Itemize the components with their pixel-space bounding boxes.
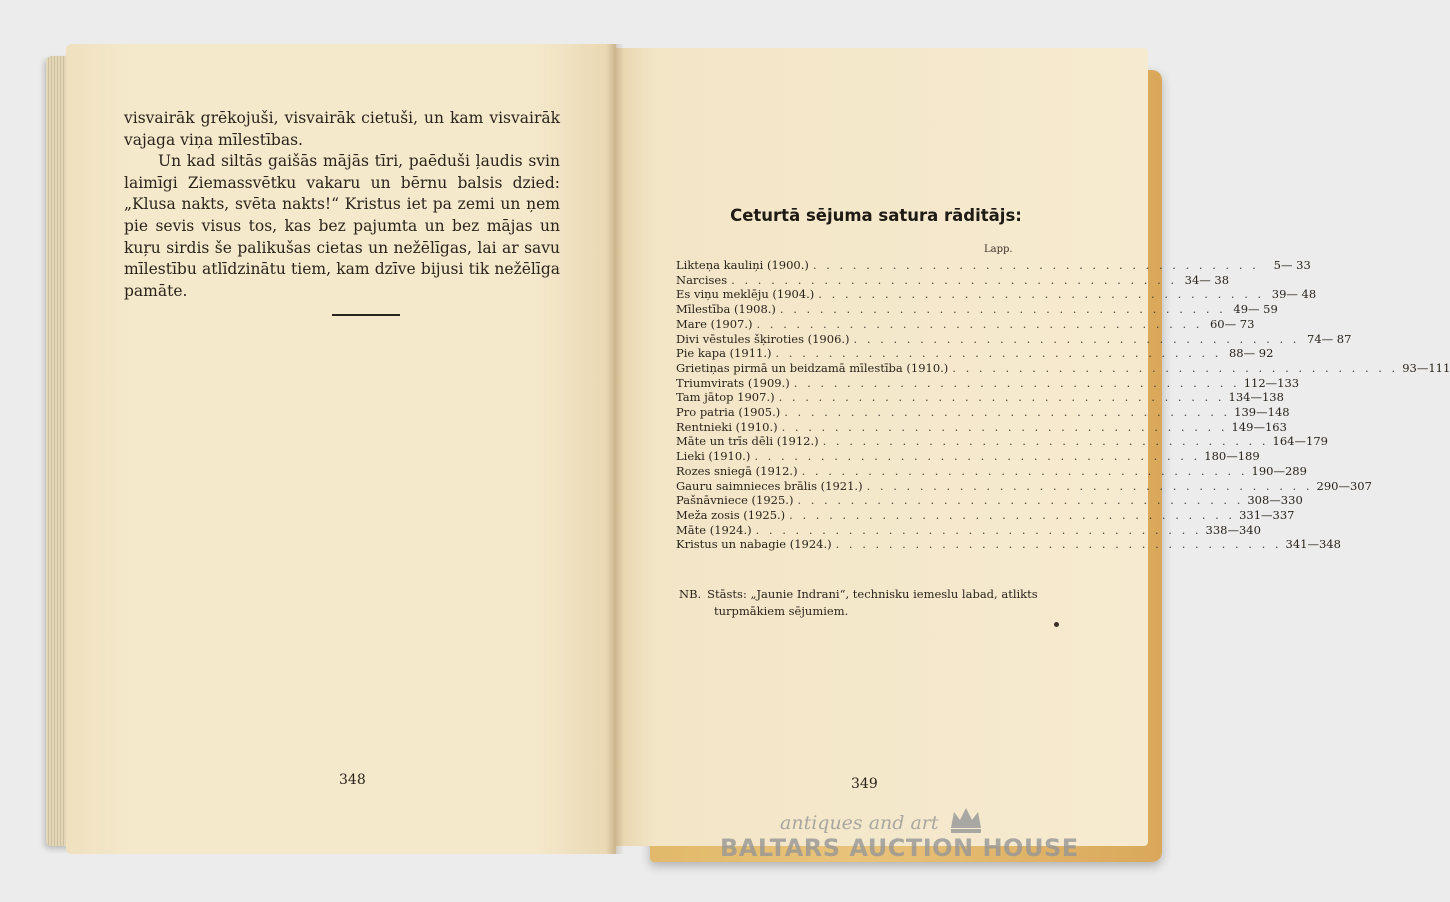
crown-icon (948, 804, 984, 834)
toc-entry-title: Triumvirats (1909.) (676, 375, 790, 390)
watermark-brand: BALTARS AUCTION HOUSE (720, 834, 1079, 862)
toc-leader-dots: . . . . . . . . . . . . . . . . . . . . . . . . . . . . . . . . . . (775, 346, 1222, 361)
toc-leader-dots: . . . . . . . . . . . . . . . . . . . . . . . . . . . . . . . . . . (731, 272, 1178, 287)
note-label: NB. (679, 587, 702, 601)
toc-leader-dots: . . . . . . . . . . . . . . . . . . . . . . . . . . . . . . . . . . (754, 449, 1201, 464)
toc-entry-title: Pro patria (1905.) (676, 405, 781, 420)
toc-entry-title: Mīlestība (1908.) (676, 302, 776, 317)
toc-entry-pages: 74— 87 (1307, 331, 1352, 346)
toc-entry-pages: 290—307 (1316, 478, 1372, 493)
toc-entry-title: Kristus un nabagie (1924.) (676, 537, 832, 552)
footnote (679, 586, 1039, 620)
paragraph: Un kad siltās gaišās mājās tīri, paēduši ļaudis svin laimīgi Ziemassvētku vakaru un bērnu balsis dzied: „Klusa nakts, svēta nakts!“ Kristus iet pa zemi un ņem pie sevis visus tos, kas bez pajumta un bez mājas un kuŗu sirdis še palikušas cietas un nežēlīgas, lai ar savu mīlestību atlīdzinātu tiem, kam dzīve bijusi tik nežēlīga pamāte. (124, 152, 560, 300)
book-gutter (606, 44, 624, 854)
toc-row (676, 316, 1255, 332)
toc-entry-title: Mare (1907.) (676, 316, 753, 331)
toc-entry-title: Divi vēstules šķiroties (1906.) (676, 331, 850, 346)
table-of-contents (676, 258, 1450, 552)
toc-entry-pages: 149—163 (1231, 419, 1287, 434)
toc-entry-title: Grietiņas pirmā un beidzamā mīlestība (1910.) (676, 360, 949, 375)
toc-leader-dots: . . . . . . . . . . . . . . . . . . . . . . . . . . . . . . . . . . (866, 478, 1313, 493)
toc-entry-title: Likteņa kauliņi (1900.) (676, 258, 809, 272)
toc-entry-pages: 341—348 (1285, 537, 1341, 552)
toc-entry-pages: 331—337 (1239, 507, 1295, 522)
toc-row (676, 478, 1372, 494)
toc-row (676, 258, 1311, 273)
toc-entry-title: Tam jātop 1907.) (676, 390, 775, 405)
toc-entry-pages: 180—189 (1204, 449, 1260, 464)
toc-leader-dots: . . . . . . . . . . . . . . . . . . . . . . . . . . . . . . . . . . (756, 316, 1203, 331)
toc-leader-dots: . . . . . . . . . . . . . . . . . . . . . . . . . . . . . . . . . . (778, 390, 1225, 405)
toc-entry-pages: 338—340 (1205, 522, 1261, 537)
toc-row (676, 434, 1328, 449)
toc-entry-pages: 164—179 (1272, 434, 1328, 449)
toc-leader-dots: . . . . . . . . . . . . . . . . . . . . . . . . . . . . . . . . . . (784, 405, 1231, 420)
toc-entry-pages: 190—289 (1251, 463, 1307, 478)
toc-leader-dots: . . . . . . . . . . . . . . . . . . . . . . . . . . . . . . . . . . (793, 375, 1240, 390)
left-page-text (124, 108, 560, 302)
toc-leader-dots: . . . . . . . . . . . . . . . . . . . . . . . . . . . . . . . . . . (779, 302, 1226, 317)
toc-leader-dots: . . . . . . . . . . . . . . . . . . . . . . . . . . . . . . . . . . (755, 522, 1202, 537)
toc-row (676, 507, 1295, 523)
toc-entry-title: Narcises (676, 272, 728, 287)
toc-leader-dots: . . . . . . . . . . . . . . . . . . . . . . . . . . . . . . . . . . (952, 360, 1399, 375)
toc-entry-title: Māte un trīs dēli (1912.) (676, 434, 819, 449)
toc-row (676, 331, 1352, 347)
toc-leader-dots: . . . . . . . . . . . . . . . . . . . . . . . . . . . . . . . . . . (822, 434, 1269, 449)
toc-row (676, 522, 1261, 538)
toc-leader-dots: . . . . . . . . . . . . . . . . . . . . . . . . . . . . . . . . . . (781, 419, 1228, 434)
toc-entry-title: Rentnieki (1910.) (676, 419, 778, 434)
paragraph: visvairāk grēkojuši, visvairāk cietuši, un kam visvairāk vajaga viņa mīlestības. (124, 109, 560, 149)
toc-heading: Ceturtā sējuma satura rāditājs: (730, 206, 1022, 225)
toc-row (676, 360, 1450, 376)
toc-row (676, 463, 1307, 479)
toc-row (676, 346, 1274, 361)
toc-entry-title: Es viņu meklēju (1904.) (676, 287, 815, 302)
toc-entry-pages: 5— 33 (1273, 258, 1311, 272)
toc-row (676, 272, 1230, 288)
toc-leader-dots: . . . . . . . . . . . . . . . . . . . . . . . . . . . . . . . . . . (801, 463, 1248, 478)
toc-entry-pages: 49— 59 (1233, 302, 1278, 317)
toc-row (676, 419, 1287, 435)
toc-row (676, 449, 1260, 464)
toc-entry-pages: 93—111 (1402, 360, 1450, 375)
toc-entry-title: Lieki (1910.) (676, 449, 751, 464)
note-text-line-2: turpmākiem sējumiem. (714, 604, 849, 618)
ink-spot (1054, 622, 1059, 627)
toc-row (676, 537, 1341, 552)
toc-leader-dots: . . . . . . . . . . . . . . . . . . . . . . . . . . . . . . . . . . (853, 331, 1300, 346)
left-page-number: 348 (339, 772, 366, 788)
watermark-tagline: antiques and art (780, 812, 939, 834)
toc-entry-title: Māte (1924.) (676, 522, 752, 537)
toc-entry-pages: 112—133 (1243, 375, 1300, 390)
toc-entry-pages: 39— 48 (1271, 287, 1317, 302)
toc-leader-dots: . . . . . . . . . . . . . . . . . . . . . . . . . . . . . . . . . . (797, 493, 1244, 508)
toc-entry-title: Pie kapa (1911.) (676, 346, 772, 361)
toc-row (676, 390, 1284, 405)
watermark (720, 812, 1130, 872)
toc-leader-dots: . . . . . . . . . . . . . . . . . . . . . . . . . . . . . . . . . . (789, 507, 1236, 522)
note-text-line-1: Stāsts: „Jaunie Indrani“, technisku iemeslu labad, atlikts (707, 587, 1038, 601)
toc-row (676, 302, 1278, 317)
toc-entry-pages: 34— 38 (1184, 272, 1230, 287)
pages-column-label: Lapp. (984, 244, 1013, 255)
toc-row (676, 287, 1317, 302)
toc-entry-pages: 88— 92 (1228, 346, 1274, 361)
toc-entry-pages: 308—330 (1247, 493, 1303, 508)
toc-entry-pages: 139—148 (1234, 405, 1290, 420)
toc-leader-dots: . . . . . . . . . . . . . . . . . . . . . . . . . . . . . . . . . . (818, 287, 1265, 302)
toc-entry-title: Meža zosis (1925.) (676, 507, 786, 522)
toc-entry-title: Rozes sniegā (1912.) (676, 463, 798, 478)
right-page-number: 349 (851, 776, 878, 792)
toc-row (676, 405, 1290, 420)
toc-row (676, 375, 1300, 391)
toc-leader-dots: . . . . . . . . . . . . . . . . . . . . . . . . . . . . . . . . . . (812, 258, 1259, 272)
toc-entry-pages: 134—138 (1228, 390, 1284, 405)
section-rule (332, 314, 400, 316)
toc-entry-title: Pašnāvniece (1925.) (676, 493, 794, 508)
toc-leader-dots: . . . . . . . . . . . . . . . . . . . . . . . . . . . . . . . . . . (835, 537, 1282, 552)
toc-entry-title: Gauru saimnieces brālis (1921.) (676, 478, 863, 493)
toc-entry-pages: 60— 73 (1209, 316, 1255, 331)
toc-row (676, 493, 1303, 508)
